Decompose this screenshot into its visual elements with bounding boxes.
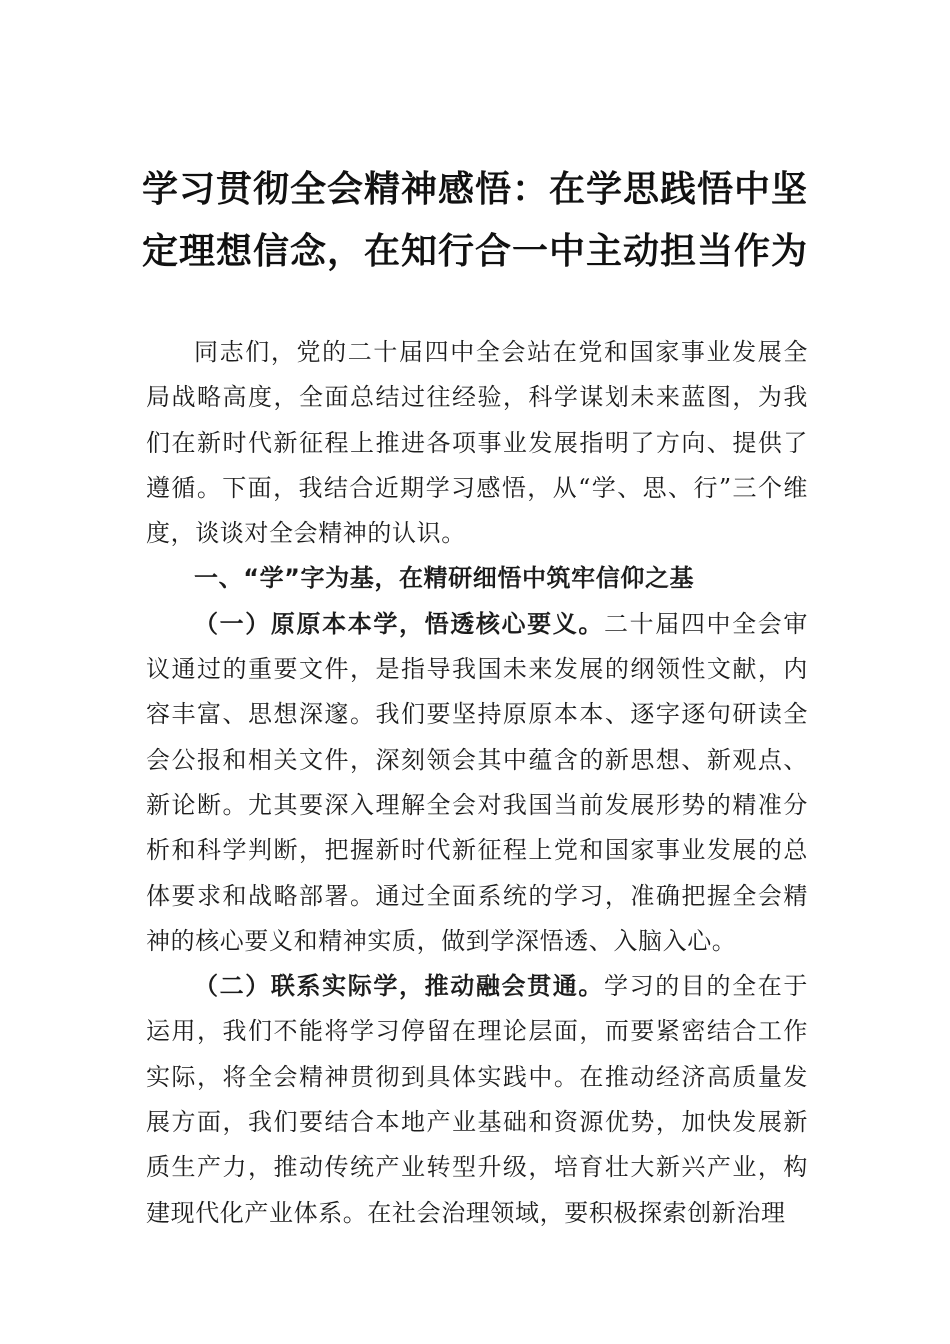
- document-title: [140, 158, 810, 282]
- subsection-2-lead: （二）联系实际学，推动融会贯通。: [194, 972, 605, 1001]
- subsection-paragraph-1: [146, 602, 808, 964]
- subsection-1-text: 二十届四中全会审议通过的重要文件，是指导我国未来发展的纲领性文献，内容丰富、思想深邃。我们要坚持原原本本、逐字逐句研读全会公报和相关文件，深刻领会其中蕴含的新思想、新观点、新论断。尤其要深入理解全会对我国当前发展形势的精准分析和科学判断，把握新时代新征程上党和国家事业发展的总体要求和战略部署。通过全面系统的学习，准确把握全会精神的核心要义和精神实质，做到学深悟透、入脑入心。: [146, 609, 808, 955]
- subsection-2-text: 学习的目的全在于运用，我们不能将学习停留在理论层面，而要紧密结合工作实际，将全会精神贯彻到具体实践中。在推动经济高质量发展方面，我们要结合本地产业基础和资源优势，加快发展新质生产力，推动传统产业转型升级，培育壮大新兴产业，构建现代化产业体系。在社会治理领域，要积极探索创新治理: [146, 972, 808, 1227]
- title-line-2: 定理想信念，在知行合一中主动担当作为: [141, 230, 808, 272]
- title-line-1: 学习贯彻全会精神感悟：在学思践悟中坚: [141, 168, 808, 210]
- section-heading-1: 一、“学”字为基，在精研细悟中筑牢信仰之基: [194, 564, 695, 593]
- intro-paragraph: 同志们，党的二十届四中全会站在党和国家事业发展全局战略高度，全面总结过往经验，科学谋划未来蓝图，为我们在新时代新征程上推进各项事业发展指明了方向、提供了遵循。下面，我结合近期学习感悟，从“学、思、行”三个维度，谈谈对全会精神的认识。: [146, 338, 808, 548]
- subsection-paragraph-2: [146, 964, 808, 1236]
- subsection-1-lead: （一）原原本本学，悟透核心要义。: [194, 609, 605, 638]
- document-body: [146, 330, 808, 1236]
